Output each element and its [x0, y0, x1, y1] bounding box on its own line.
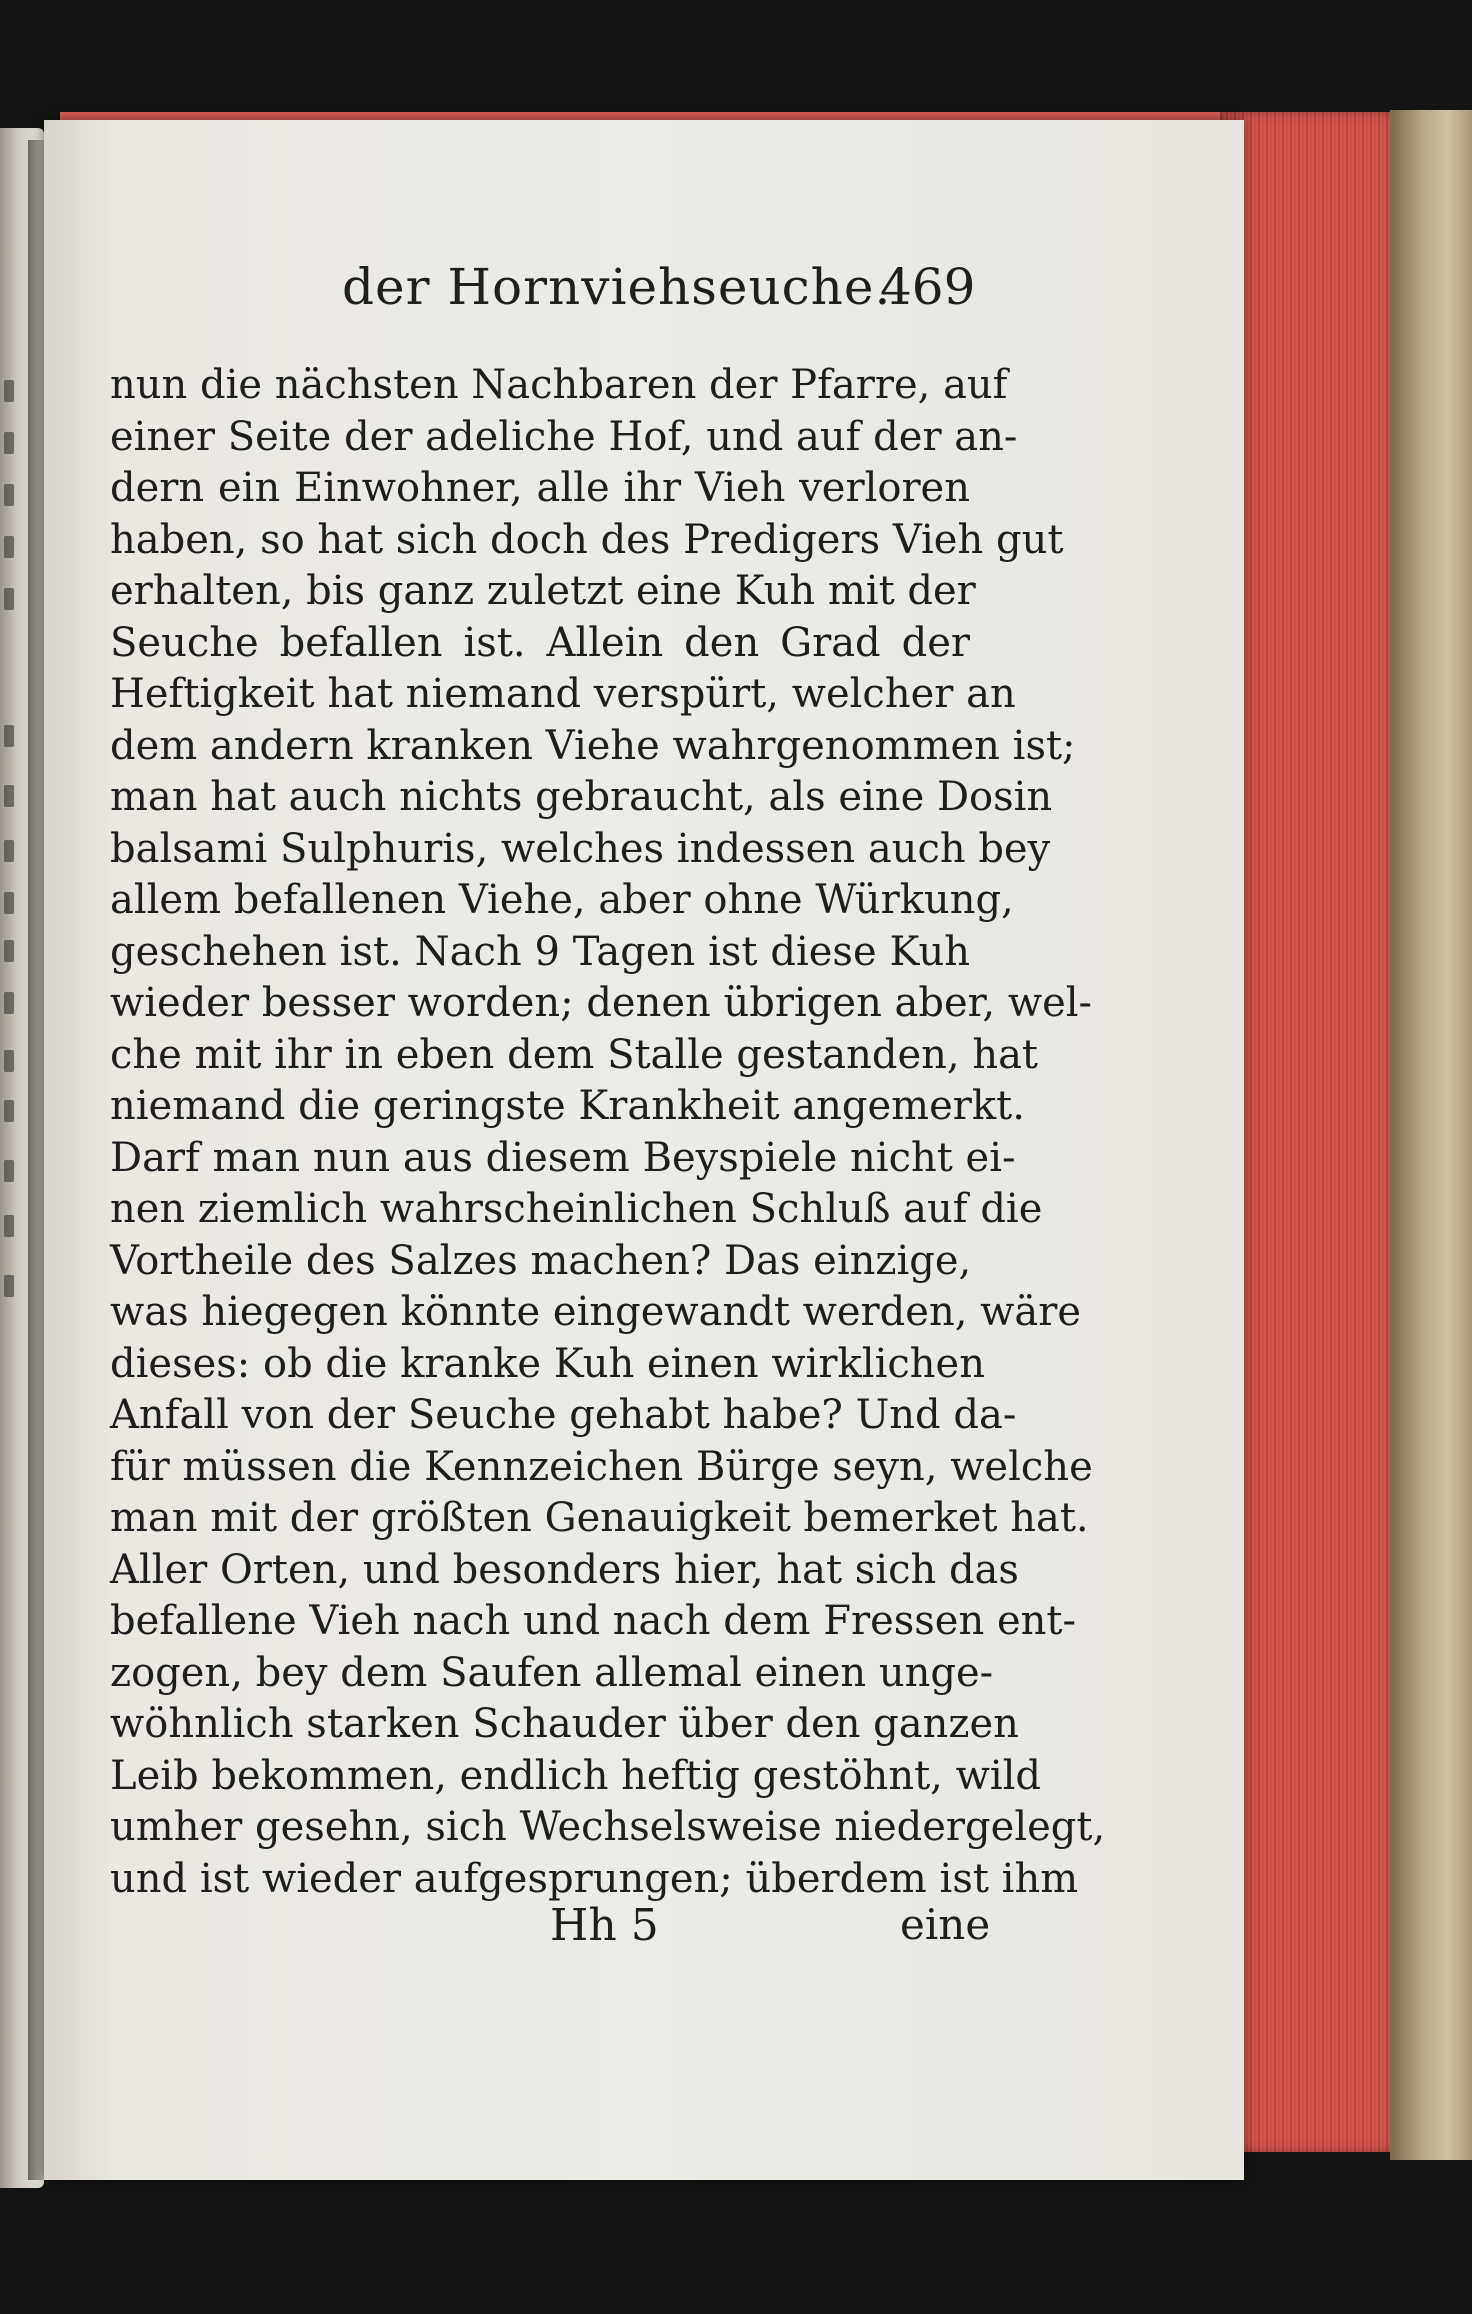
page-number: 469: [880, 258, 976, 316]
text-line: man hat auch nichts gebraucht, als eine Dosin: [110, 774, 1053, 820]
running-head: der Hornviehseuche.: [342, 258, 892, 316]
text-line: Leib bekommen, endlich heftig gestöhnt, wild: [110, 1752, 1042, 1799]
text-line: allem befallenen Viehe, aber ohne Würkung,: [110, 877, 1014, 923]
text-line: niemand die geringste Krankheit angemerkt.: [110, 1083, 1025, 1129]
page-header: [0, 258, 1472, 318]
text-line: erhalten, bis ganz zuletzt eine Kuh mit der: [110, 568, 976, 614]
red-page-edges: [1220, 112, 1400, 2152]
text-line: Vortheile des Salzes machen? Das einzige,: [110, 1237, 972, 1284]
text-line: nen ziemlich wahrscheinlichen Schluß auf die: [110, 1186, 1043, 1232]
text-line: und ist wieder aufgesprungen; überdem ist ihm: [110, 1855, 1079, 1902]
text-line: einer Seite der adeliche Hof, und auf der an-: [110, 413, 1018, 460]
text-line: dieses: ob die kranke Kuh einen wirklichen: [110, 1340, 985, 1387]
text-line: was hiegegen könnte eingewandt werden, wäre: [110, 1289, 1082, 1335]
text-line: geschehen ist. Nach 9 Tagen ist diese Kuh: [110, 928, 970, 975]
text-line: nun die nächsten Nachbaren der Pfarre, auf: [110, 362, 1008, 408]
text-line: befallene Vieh nach und nach dem Fressen ent-: [110, 1598, 1076, 1644]
text-line: che mit ihr in eben dem Stalle gestanden, hat: [110, 1031, 1039, 1078]
text-line: Heftigkeit hat niemand verspürt, welcher an: [110, 671, 1016, 717]
text-line: haben, so hat sich doch des Predigers Vieh gut: [110, 516, 1064, 563]
page-footer: [0, 1900, 1472, 1960]
text-line: balsami Sulphuris, welches indessen auch bey: [110, 825, 1051, 872]
text-line: zogen, bey dem Saufen allemal einen unge-: [110, 1649, 994, 1696]
text-line: dern ein Einwohner, alle ihr Vieh verloren: [110, 465, 970, 511]
text-line: dem andern kranken Viehe wahrgenommen ist;: [110, 722, 1076, 769]
body-text: [110, 360, 1106, 1905]
text-line: Aller Orten, und besonders hier, hat sich das: [110, 1546, 1019, 1593]
text-line: Darf man nun aus diesem Beyspiele nicht ei-: [110, 1134, 1016, 1181]
text-line: umher gesehn, sich Wechselsweise niedergelegt,: [110, 1804, 1106, 1850]
text-line: wieder besser worden; denen übrigen aber, wel-: [110, 980, 1093, 1026]
text-line: für müssen die Kennzeichen Bürge seyn, welche: [110, 1443, 1093, 1490]
text-line: man mit der größten Genauigkeit bemerket hat.: [110, 1495, 1089, 1541]
text-line: wöhnlich starken Schauder über den ganzen: [110, 1701, 1019, 1747]
text-line: Seuche befallen ist. Allein den Grad der: [110, 619, 970, 666]
book-cover-edge: [1390, 110, 1472, 2160]
catchword: eine: [900, 1900, 991, 1949]
text-line: Anfall von der Seuche gehabt habe? Und da-: [110, 1392, 1017, 1438]
signature-mark: Hh 5: [550, 1900, 659, 1951]
